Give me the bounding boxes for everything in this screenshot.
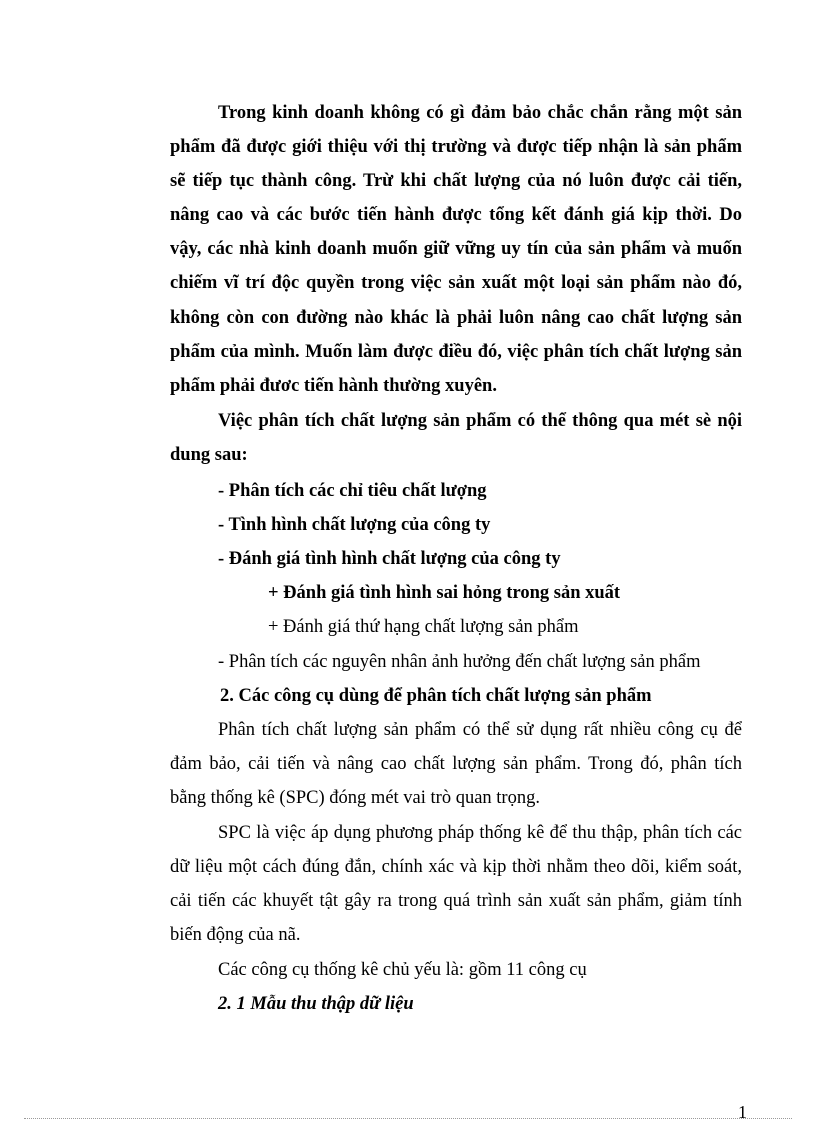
page-number: 1	[738, 1102, 747, 1122]
paragraph-1-line: sẽ tiếp tục thành công. Trừ khi chất lượng của nó luôn được cải tiến,	[170, 171, 742, 191]
list-sub-item: + Đánh giá thứ hạng chất lượng sản phẩm	[268, 617, 579, 637]
list-item: - Phân tích các chỉ tiêu chất lượng	[218, 481, 487, 501]
paragraph-1-line: không còn con đường nào khác là phải luôn nâng cao chất lượng sản	[170, 308, 742, 328]
section-heading: 2. Các công cụ dùng để phân tích chất lượng sản phẩm	[220, 686, 652, 706]
paragraph-4-line: biến động của nã.	[170, 925, 301, 945]
paragraph-3-line: đảm bảo, cải tiến và nâng cao chất lượng sản phẩm. Trong đó, phân tích	[170, 754, 742, 774]
paragraph-1-line: chiếm vĩ trí độc quyền trong việc sản xuất một loại sản phẩm nào đó,	[170, 273, 742, 293]
paragraph-5: Các công cụ thống kê chủ yếu là: gồm 11 công cụ	[218, 960, 587, 980]
paragraph-4-line: dữ liệu một cách đúng đắn, chính xác và kịp thời nhằm theo dõi, kiểm soát,	[170, 857, 742, 877]
paragraph-4-line: SPC là việc áp dụng phương pháp thống kê để thu thập, phân tích các	[218, 823, 742, 843]
paragraph-1-line: phẩm đã được giới thiệu với thị trường và được tiếp nhận là sản phẩm	[170, 137, 742, 157]
paragraph-2-line: dung sau:	[170, 445, 248, 465]
paragraph-2-line: Việc phân tích chất lượng sản phẩm có thể thông qua mét sè nội	[218, 411, 742, 431]
footer-divider	[24, 1118, 792, 1119]
paragraph-1-line: nâng cao và các bước tiến hành được tổng kết đánh giá kịp thời. Do	[170, 205, 742, 225]
paragraph-3-line: bằng thống kê (SPC) đóng mét vai trò quan trọng.	[170, 788, 540, 808]
paragraph-1-line: Trong kinh doanh không có gì đảm bảo chắc chắn rằng một sản	[218, 103, 742, 123]
list-item: - Tình hình chất lượng của công ty	[218, 515, 491, 535]
paragraph-3-line: Phân tích chất lượng sản phẩm có thể sử dụng rất nhiều công cụ để	[218, 720, 742, 740]
subheading: 2. 1 Mẫu thu thập dữ liệu	[218, 994, 414, 1014]
paragraph-1-line: phẩm của mình. Muốn làm được điều đó, việc phân tích chất lượng sản	[170, 342, 742, 362]
list-item: - Phân tích các nguyên nhân ảnh hưởng đến chất lượng sản phẩm	[218, 652, 701, 672]
paragraph-4-line: cải tiến các khuyết tật gây ra trong quá trình sản xuất sản phẩm, giảm tính	[170, 891, 742, 911]
list-sub-item: + Đánh giá tình hình sai hỏng trong sản xuất	[268, 583, 621, 603]
paragraph-1-line: vậy, các nhà kinh doanh muốn giữ vững uy tín của sản phẩm và muốn	[170, 239, 742, 259]
paragraph-1-line: phẩm phải đươc tiến hành thường xuyên.	[170, 376, 497, 396]
list-item: - Đánh giá tình hình chất lượng của công ty	[218, 549, 561, 569]
